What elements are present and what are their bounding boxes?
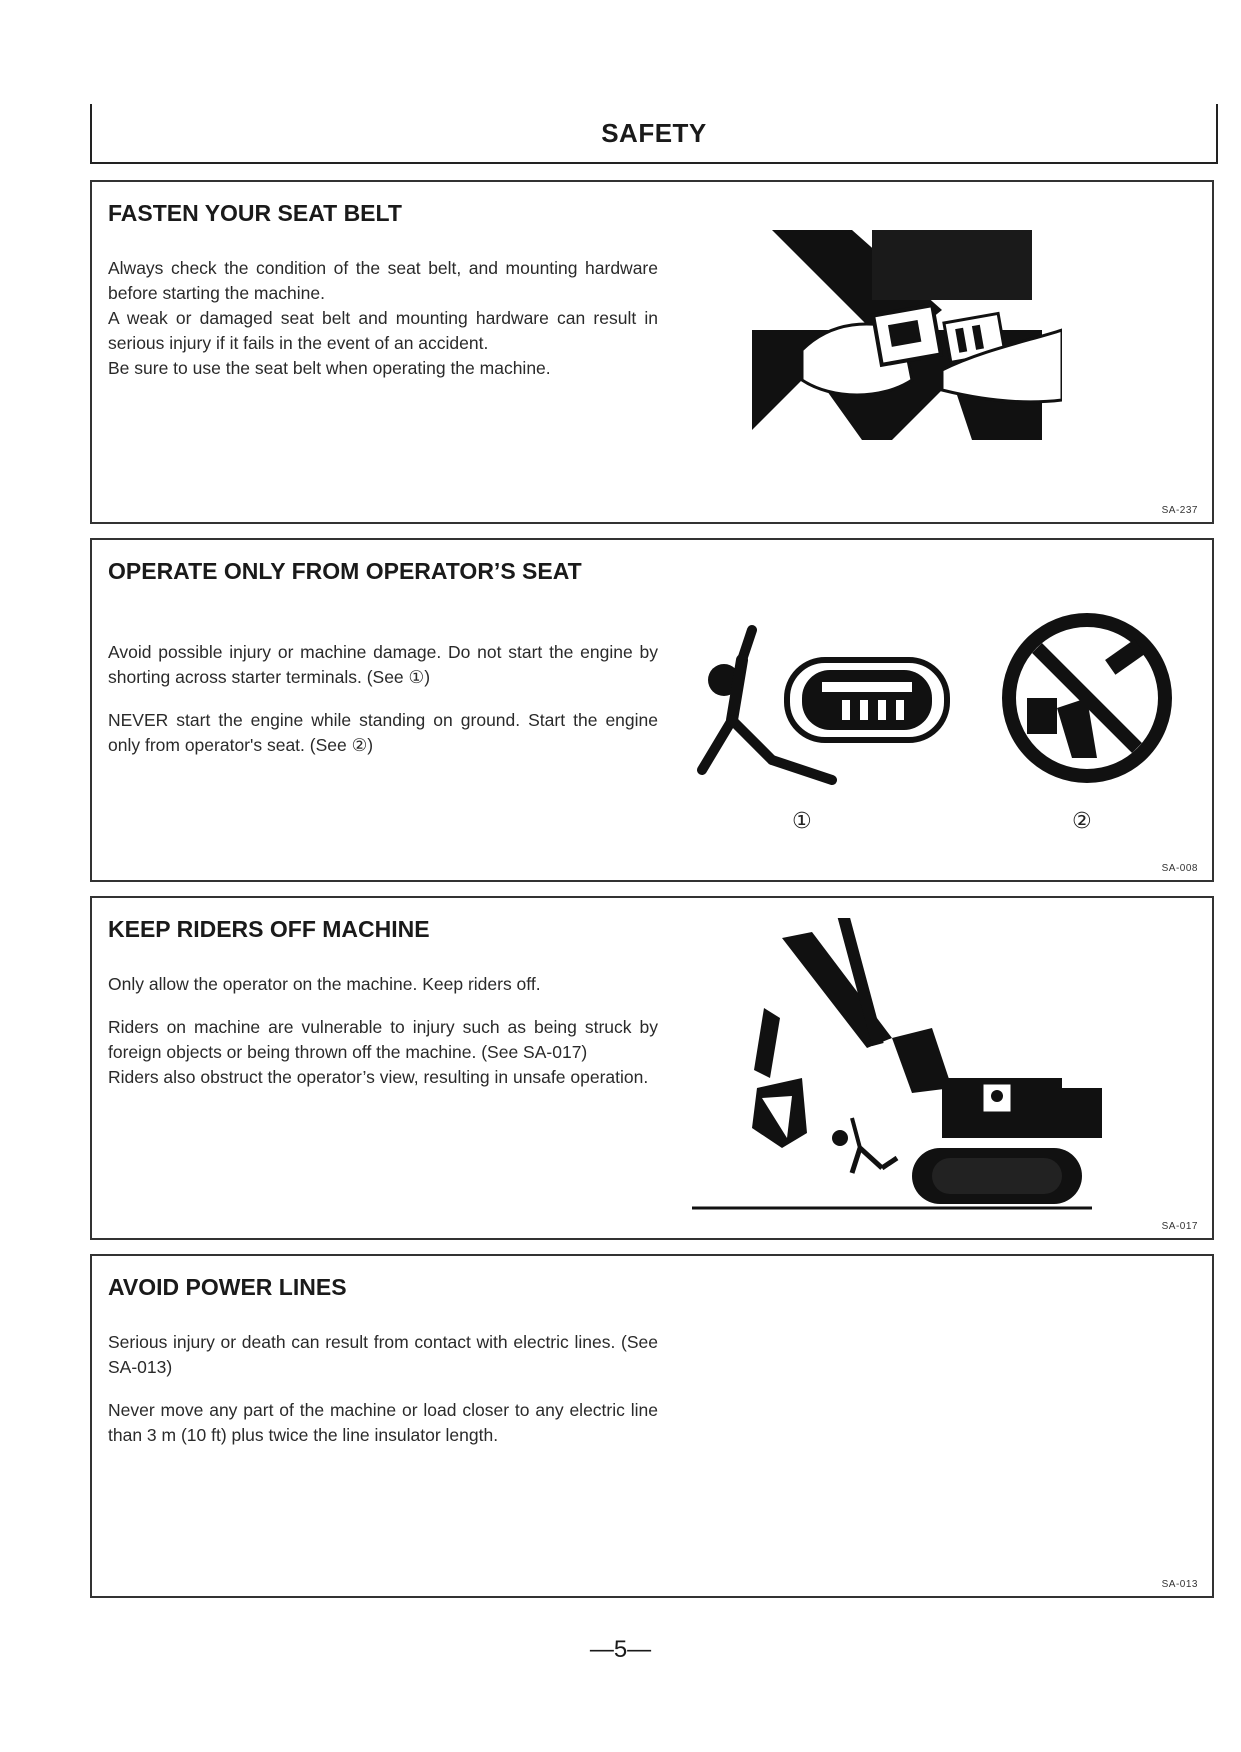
figure-code: SA-017 bbox=[1161, 1221, 1198, 1232]
paragraph: Only allow the operator on the machine. Keep riders off. bbox=[108, 974, 541, 994]
person-shocked-icon bbox=[692, 620, 972, 800]
section-avoid-power-lines bbox=[90, 1254, 1214, 1598]
excavator-rider-icon bbox=[692, 918, 1112, 1218]
section-heading: KEEP RIDERS OFF MACHINE bbox=[108, 916, 430, 942]
section-heading: FASTEN YOUR SEAT BELT bbox=[108, 200, 402, 226]
section-operate-from-seat bbox=[90, 538, 1214, 882]
paragraph: Riders also obstruct the operator’s view, resulting in unsafe operation. bbox=[108, 1067, 649, 1087]
figure-code: SA-008 bbox=[1161, 863, 1198, 874]
paragraph: NEVER start the engine while standing on ground. Start the engine only from operator's seat. (See ②) bbox=[108, 710, 658, 755]
paragraph: Always check the condition of the seat belt, and mounting hardware before starting the machine. bbox=[108, 258, 658, 303]
paragraph: Avoid possible injury or machine damage. Do not start the engine by shorting across starter terminals. (See ①) bbox=[108, 642, 658, 687]
section-body bbox=[108, 640, 658, 758]
section-fasten-seat-belt bbox=[90, 180, 1214, 524]
page-header bbox=[90, 104, 1218, 164]
section-keep-riders-off bbox=[90, 896, 1214, 1240]
section-heading: OPERATE ONLY FROM OPERATOR’S SEAT bbox=[108, 558, 582, 584]
seat-belt-buckle-icon bbox=[742, 230, 1062, 450]
section-body bbox=[108, 972, 658, 1090]
figure-code: SA-013 bbox=[1161, 1579, 1198, 1590]
section-body bbox=[108, 1330, 658, 1448]
section-body bbox=[108, 256, 658, 381]
figure-code: SA-237 bbox=[1161, 505, 1198, 516]
paragraph: Never move any part of the machine or load closer to any electric line than 3 m (10 ft) plus twice the line insulator length. bbox=[108, 1400, 658, 1445]
page-title: SAFETY bbox=[601, 118, 707, 148]
figure-label-1: ① bbox=[792, 808, 812, 833]
paragraph: A weak or damaged seat belt and mounting hardware can result in serious injury if it fails in the event of an accident. bbox=[108, 308, 658, 353]
prohibition-icon bbox=[997, 608, 1177, 788]
page-number: —5— bbox=[589, 1636, 652, 1663]
paragraph: Riders on machine are vulnerable to injury such as being struck by foreign objects or being thrown off the machine. (See SA-017) bbox=[108, 1017, 658, 1062]
paragraph: Be sure to use the seat belt when operating the machine. bbox=[108, 358, 551, 378]
paragraph: Serious injury or death can result from contact with electric lines. (See SA-013) bbox=[108, 1332, 658, 1377]
figure-label-2: ② bbox=[1072, 808, 1092, 833]
section-heading: AVOID POWER LINES bbox=[108, 1274, 347, 1300]
